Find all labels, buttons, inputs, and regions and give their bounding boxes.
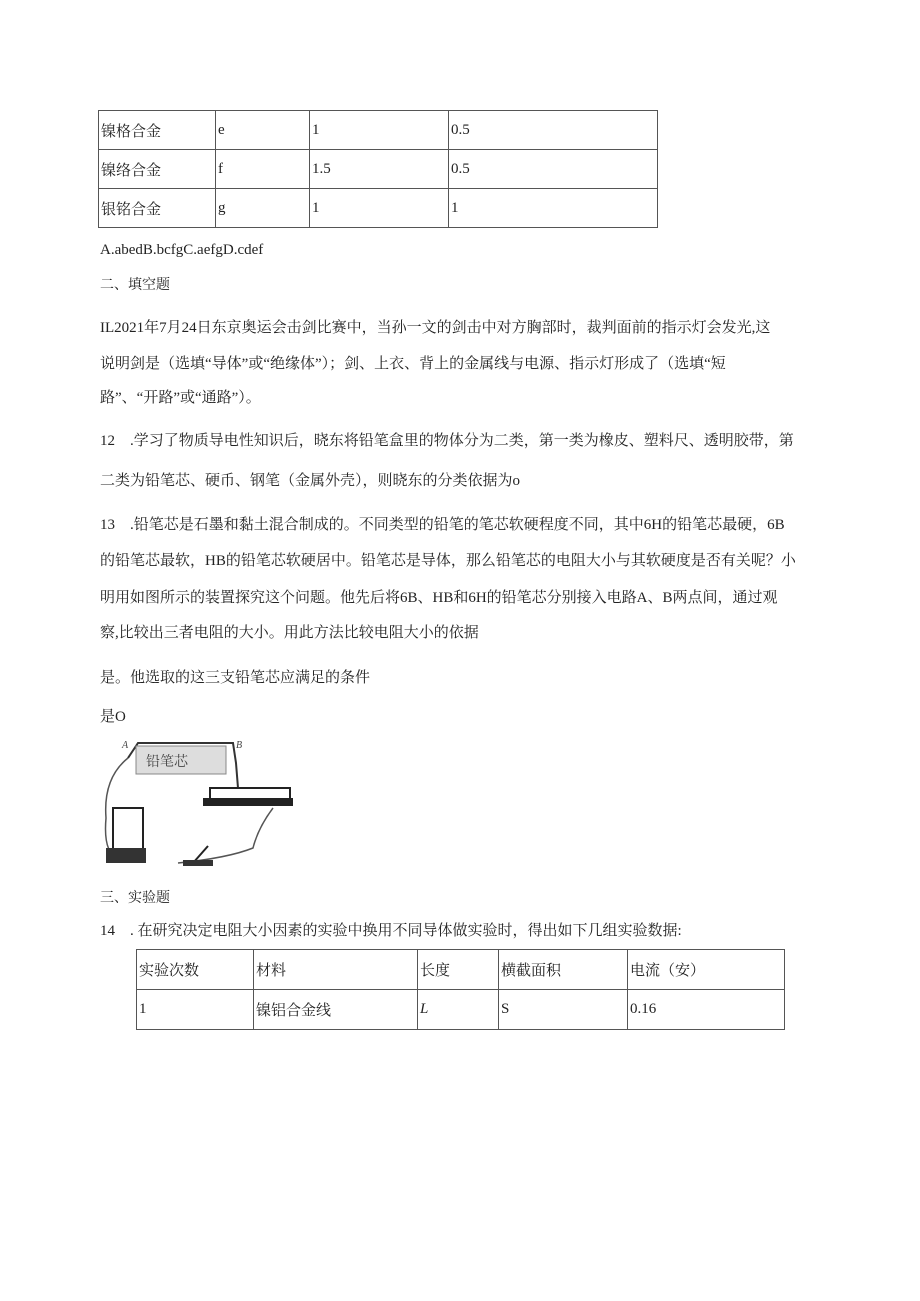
circuit-figure bbox=[98, 738, 293, 873]
section-heading: 三、实验题 bbox=[100, 890, 170, 906]
q13-line: 是。他选取的这三支铅笔芯应满足的条件 bbox=[100, 670, 371, 686]
cell: 1 bbox=[310, 111, 449, 150]
cell: 镍格合金 bbox=[99, 111, 216, 150]
answer-options: A.abedB.bcfgC.aefgD.cdef bbox=[100, 242, 264, 258]
table-row bbox=[137, 990, 785, 1030]
q13-line: 的铅笔芯最软，HB的铅笔芯软硬居中。铅笔芯是导体，那么铅笔芯的电阻大小与其软硬度是否有关呢？小 bbox=[100, 553, 796, 569]
cell: 1 bbox=[137, 990, 254, 1030]
header-cell: 材料 bbox=[254, 950, 418, 990]
cell: 银铭合金 bbox=[99, 189, 216, 228]
header-cell: 电流（安） bbox=[628, 950, 785, 990]
q11-line: 说明剑是（选填“导体”或“绝缘体”）；剑、上衣、背上的金属线与电源、指示灯形成了（选填“短 bbox=[100, 356, 726, 372]
table-header-row bbox=[137, 950, 785, 990]
cell: S bbox=[499, 990, 628, 1030]
cell: 1 bbox=[310, 189, 449, 228]
cell: 镍络合金 bbox=[99, 150, 216, 189]
ammeter-icon bbox=[106, 808, 146, 863]
cell: 0.5 bbox=[449, 150, 658, 189]
alloy-table bbox=[98, 110, 658, 228]
cell: 0.16 bbox=[628, 990, 785, 1030]
header-cell: 长度 bbox=[418, 950, 499, 990]
rheostat-icon bbox=[203, 788, 293, 806]
table-row bbox=[99, 111, 658, 150]
point-a-label: A bbox=[122, 740, 129, 751]
core-label: 铅笔芯 bbox=[146, 755, 188, 770]
q12-line: 12 .学习了物质导电性知识后，晓东将铅笔盒里的物体分为二类，第一类为橡皮、塑料尺、透明胶带，第 bbox=[100, 433, 794, 449]
q12-line: 二类为铅笔芯、硬币、钢笔（金属外壳），则晓东的分类依据为o bbox=[100, 473, 521, 489]
header-cell: 横截面积 bbox=[499, 950, 628, 990]
q11-line: 路”、“开路”或“通路”）。 bbox=[100, 390, 261, 406]
table-row bbox=[99, 150, 658, 189]
cell: 1 bbox=[449, 189, 658, 228]
switch-icon bbox=[183, 846, 213, 866]
table-row bbox=[99, 189, 658, 228]
experiment-table bbox=[136, 949, 785, 1030]
cell: f bbox=[216, 150, 310, 189]
cell: 1.5 bbox=[310, 150, 449, 189]
cell: 镍铝合金线 bbox=[254, 990, 418, 1030]
cell: L bbox=[418, 990, 499, 1030]
q11-line: IL2021年7月24日东京奥运会击剑比赛中，当孙一文的剑击中对方胸部时，裁判面前的指示灯会发光,这 bbox=[100, 320, 771, 336]
cell: g bbox=[216, 189, 310, 228]
header-cell: 实验次数 bbox=[137, 950, 254, 990]
q14-text: 14 . 在研究决定电阻大小因素的实验中换用不同导体做实验时，得出如下几组实验数据: bbox=[100, 923, 682, 939]
q13-line: 明用如图所示的装置探究这个问题。他先后将6B、HB和6H的铅笔芯分别接入电路A、B两点间，通过观 bbox=[100, 590, 778, 606]
point-b-label: B bbox=[236, 740, 243, 751]
section-heading: 二、填空题 bbox=[100, 277, 170, 293]
q13-line: 察,比较出三者电阻的大小。用此方法比较电阻大小的依据 bbox=[100, 625, 479, 641]
cell: e bbox=[216, 111, 310, 150]
cell: 0.5 bbox=[449, 111, 658, 150]
q13-line: 13 .铅笔芯是石墨和黏土混合制成的。不同类型的铅笔的笔芯软硬程度不同，其中6H的铅笔芯最硬，6B bbox=[100, 517, 785, 533]
q13-line: 是O bbox=[100, 709, 126, 725]
